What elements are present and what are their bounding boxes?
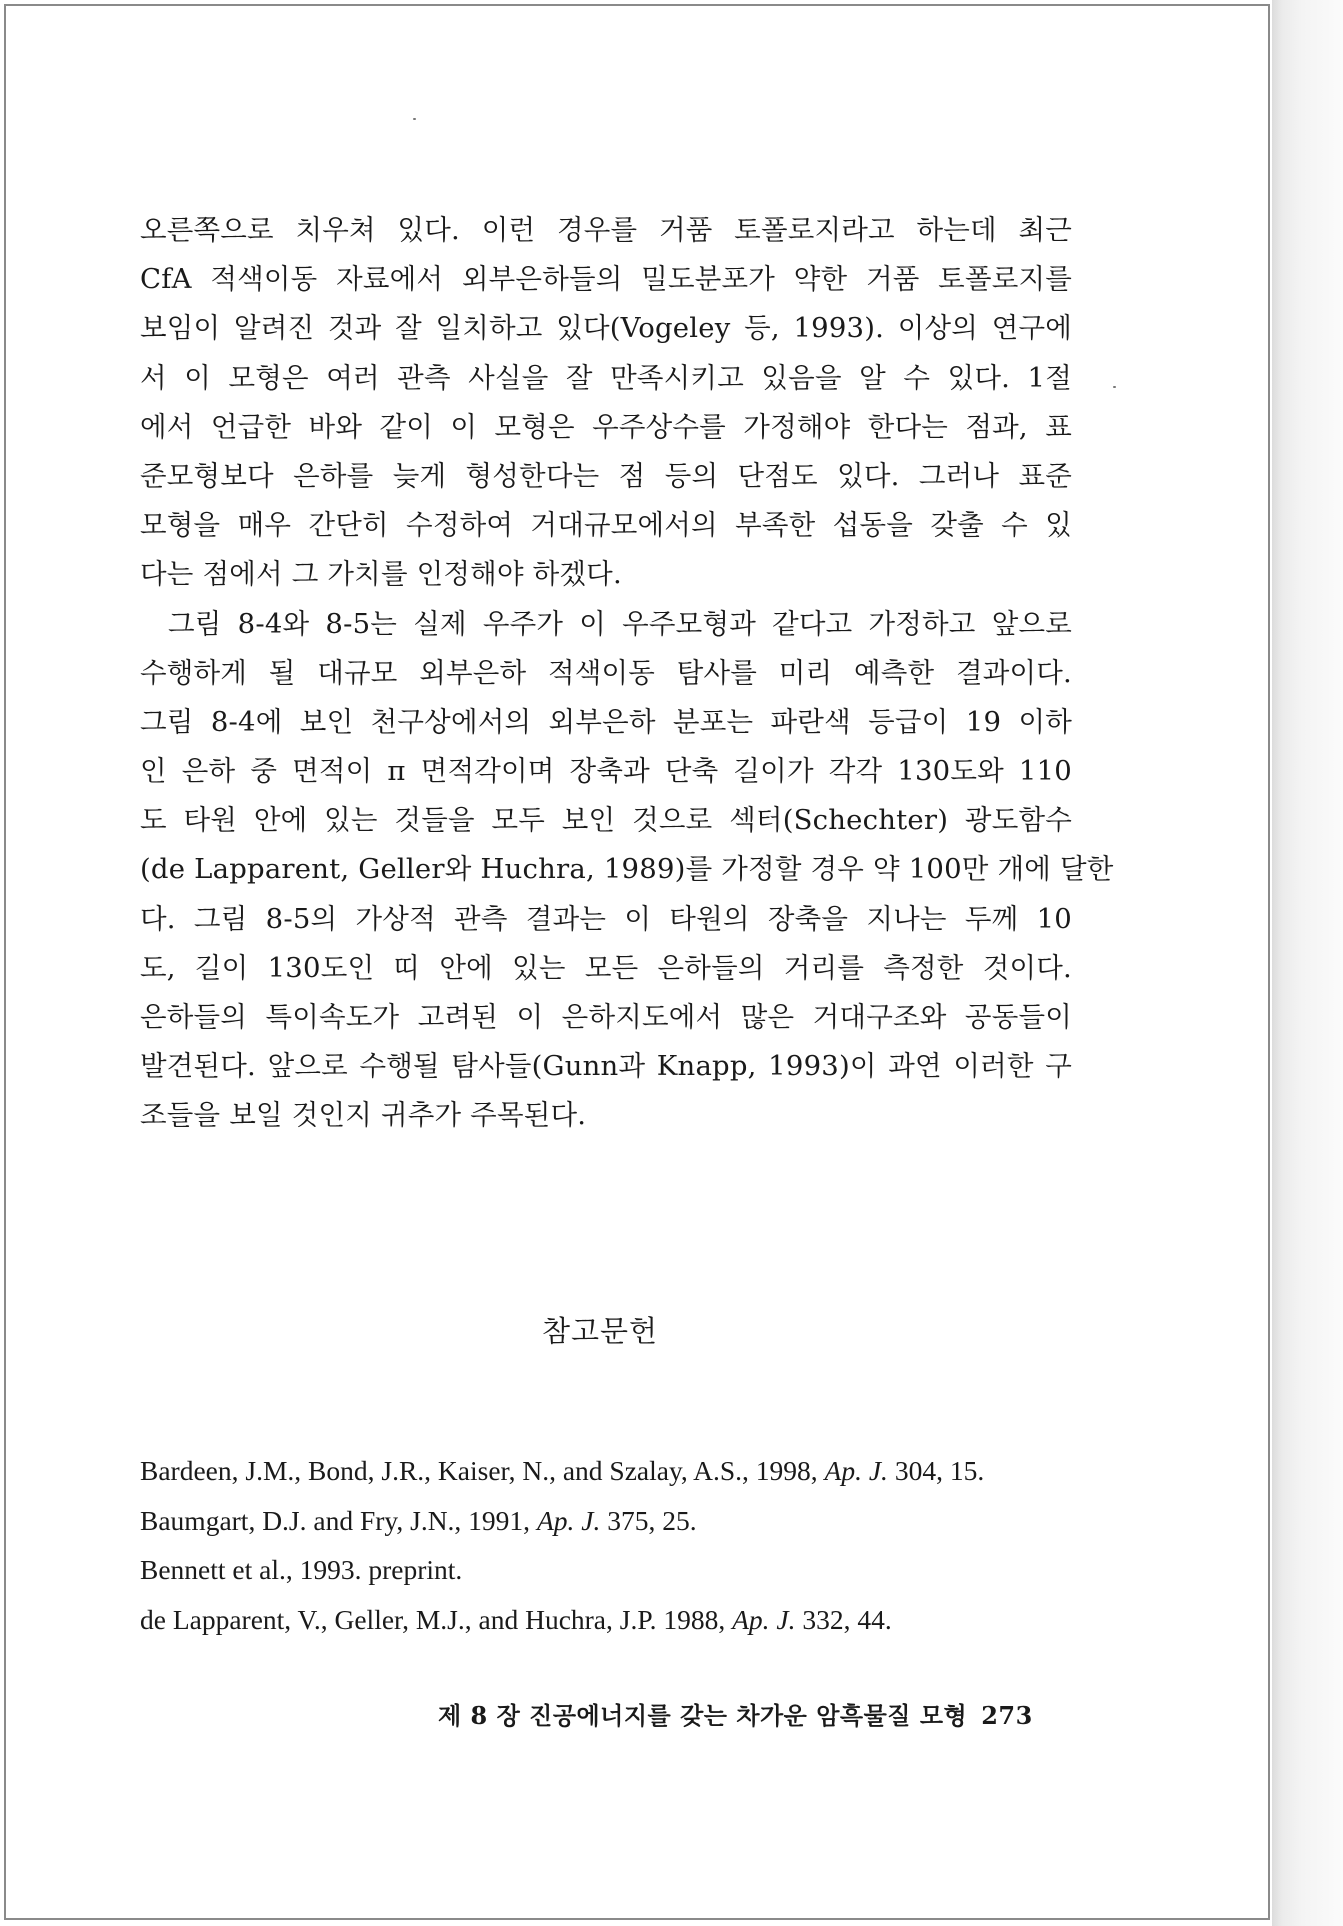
body-line: 모형을 매우 간단히 수정하여 거대규모에서의 부족한 섭동을 갖출 수 있 (140, 509, 1072, 542)
body-text (140, 206, 1114, 1141)
body-line: 다는 점에서 그 가치를 인정해야 하겠다. (140, 558, 622, 591)
journal-name: Ap. J. (536, 1504, 601, 1536)
body-line: 보임이 알려진 것과 잘 일치하고 있다(Vogeley 등, 1993). 이상의 연구에 (140, 312, 1072, 345)
reference-item: Baumgart, D.J. and Fry, J.N., 1991, Ap. J. 375, 25. (140, 1504, 697, 1536)
body-line: 그림 8-4에 보인 천구상에서의 외부은하 분포는 파란색 등급이 19 이하 (140, 705, 1072, 738)
body-line: (de Lapparent, Geller와 Huchra, 1989)를 가정할 경우 약 100만 개에 달한 (140, 853, 1114, 886)
body-line: 그림 8-4와 8-5는 실제 우주가 이 우주모형과 같다고 가정하고 앞으로 (168, 607, 1072, 640)
reference-item: de Lapparent, V., Geller, M.J., and Huchra, J.P. 1988, Ap. J. 332, 44. (140, 1603, 892, 1635)
journal-name: Ap. J. (824, 1455, 888, 1486)
chapter-running-title: 제 8 장 진공에너지를 갖는 차가운 암흑물질 모형 (438, 1701, 968, 1730)
journal-name: Ap. J. (732, 1603, 796, 1635)
body-line: 에서 언급한 바와 같이 이 모형은 우주상수를 가정해야 한다는 점과, 표 (140, 410, 1072, 443)
scan-speck (1113, 386, 1116, 388)
body-line: 수행하게 될 대규모 외부은하 적색이동 탐사를 미리 예측한 결과이다. (140, 656, 1072, 689)
body-line: 은하들의 특이속도가 고려된 이 은하지도에서 많은 거대구조와 공동들이 (140, 1001, 1072, 1033)
body-line: CfA 적색이동 자료에서 외부은하들의 밀도분포가 약한 거품 토폴로지를 (140, 263, 1072, 296)
scan-speck (413, 118, 416, 120)
reference-item: Bennett et al., 1993. preprint. (140, 1554, 463, 1585)
body-line: 준모형보다 은하를 늦게 형성한다는 점 등의 단점도 있다. 그러나 표준 (140, 459, 1072, 492)
page-edge-shadow (1272, 0, 1343, 1926)
body-line: 도, 길이 130도인 띠 안에 있는 모든 은하들의 거리를 측정한 것이다. (140, 951, 1072, 984)
body-line: 서 이 모형은 여러 관측 사실을 잘 만족시키고 있음을 알 수 있다. 1절 (140, 361, 1072, 394)
page-number: 273 (981, 1701, 1033, 1730)
body-line: 다. 그림 8-5의 가상적 관측 결과는 이 타원의 장축을 지나는 두께 10 (140, 902, 1072, 935)
body-line: 도 타원 안에 있는 것들을 모두 보인 것으로 섹터(Schechter) 광도함수 (140, 804, 1072, 837)
reference-list (140, 1446, 1100, 1644)
references-heading: 참고문헌 (541, 1314, 659, 1348)
reference-item: Bardeen, J.M., Bond, J.R., Kaiser, N., and Szalay, A.S., 1998, Ap. J. 304, 15. (140, 1455, 985, 1486)
running-footer (438, 1696, 1078, 1731)
body-line: 발견된다. 앞으로 수행될 탐사들(Gunn과 Knapp, 1993)이 과연 이러한 구 (140, 1050, 1072, 1083)
body-line: 오른쪽으로 치우쳐 있다. 이런 경우를 거품 토폴로지라고 하는데 최근 (140, 214, 1072, 246)
body-line: 조들을 보일 것인지 귀추가 주목된다. (140, 1099, 587, 1132)
body-line: 인 은하 중 면적이 π 면적각이며 장축과 단축 길이가 각각 130도와 110 (140, 755, 1072, 788)
